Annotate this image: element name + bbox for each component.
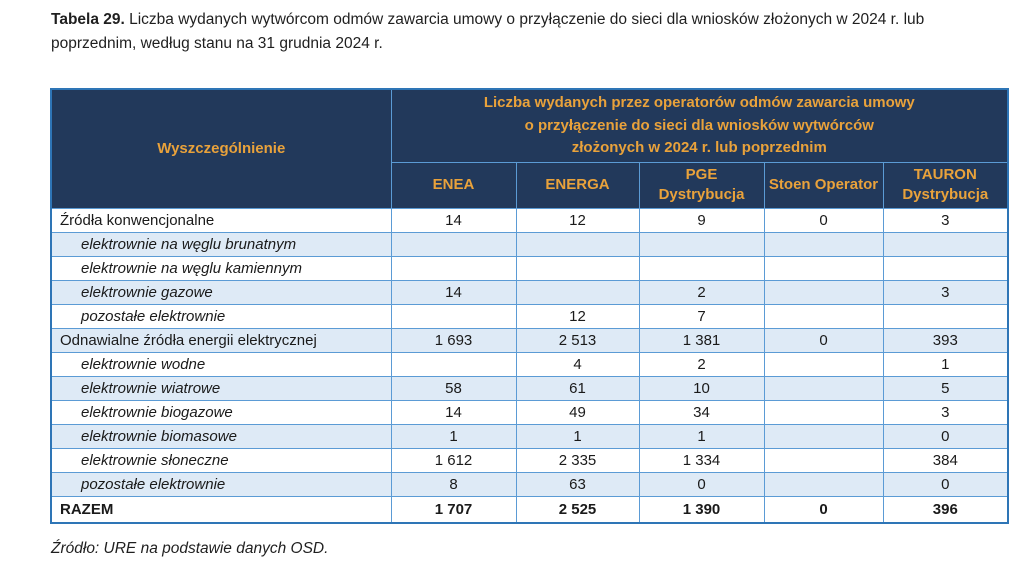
value-cell: 14 <box>391 400 516 424</box>
row-label: elektrownie na węglu brunatnym <box>51 232 391 256</box>
value-cell: 3 <box>883 280 1008 304</box>
value-cell: 14 <box>391 208 516 232</box>
table-caption-text: Liczba wydanych wytwórcom odmów zawarcia umowy o przyłączenie do sieci dla wniosków złożonych w 2024 r. lub poprzednim, według stanu na 31 grudnia 2024 r. <box>51 11 925 53</box>
value-cell <box>639 256 764 280</box>
source-note: Źródło: URE na podstawie danych OSD. <box>51 540 329 557</box>
column-header-energa: ENERGA <box>516 162 639 208</box>
value-cell: 49 <box>516 400 639 424</box>
value-cell: 7 <box>639 304 764 328</box>
value-cell <box>883 256 1008 280</box>
value-cell: 0 <box>764 496 883 523</box>
refusals-table <box>50 88 1009 524</box>
value-cell <box>764 280 883 304</box>
value-cell: 63 <box>516 472 639 496</box>
table-row <box>51 424 1008 448</box>
value-cell: 8 <box>391 472 516 496</box>
value-cell: 1 693 <box>391 328 516 352</box>
value-cell: 12 <box>516 304 639 328</box>
value-cell <box>391 256 516 280</box>
table-caption-number: Tabela 29. <box>51 11 125 28</box>
row-label: RAZEM <box>51 496 391 523</box>
table-body <box>51 208 1008 523</box>
table-row <box>51 232 1008 256</box>
value-cell <box>391 304 516 328</box>
value-cell <box>391 352 516 376</box>
table-caption <box>51 8 991 57</box>
value-cell <box>764 472 883 496</box>
row-label: Źródła konwencjonalne <box>51 208 391 232</box>
value-cell: 58 <box>391 376 516 400</box>
value-cell: 0 <box>764 208 883 232</box>
group-header <box>391 89 1008 162</box>
row-label: Odnawialne źródła energii elektrycznej <box>51 328 391 352</box>
table-row <box>51 256 1008 280</box>
value-cell: 1 <box>391 424 516 448</box>
value-cell: 0 <box>764 328 883 352</box>
value-cell: 0 <box>639 472 764 496</box>
value-cell: 2 <box>639 352 764 376</box>
table-row <box>51 208 1008 232</box>
group-header-line-3: złożonych w 2024 r. lub poprzednim <box>571 139 827 156</box>
value-cell <box>516 280 639 304</box>
row-label: elektrownie na węglu kamiennym <box>51 256 391 280</box>
value-cell <box>764 256 883 280</box>
value-cell: 396 <box>883 496 1008 523</box>
table-header <box>51 89 1008 208</box>
value-cell <box>639 232 764 256</box>
value-cell: 1 612 <box>391 448 516 472</box>
row-label: elektrownie biomasowe <box>51 424 391 448</box>
value-cell: 5 <box>883 376 1008 400</box>
row-label: pozostałe elektrownie <box>51 304 391 328</box>
row-label: elektrownie biogazowe <box>51 400 391 424</box>
table-row <box>51 352 1008 376</box>
table-row <box>51 304 1008 328</box>
value-cell: 10 <box>639 376 764 400</box>
column-header-stoen-operator: Stoen Operator <box>764 162 883 208</box>
value-cell: 393 <box>883 328 1008 352</box>
value-cell: 1 <box>516 424 639 448</box>
value-cell: 384 <box>883 448 1008 472</box>
value-cell: 0 <box>883 424 1008 448</box>
value-cell <box>764 376 883 400</box>
value-cell: 1 707 <box>391 496 516 523</box>
value-cell <box>764 352 883 376</box>
value-cell <box>764 304 883 328</box>
table-row <box>51 328 1008 352</box>
value-cell: 9 <box>639 208 764 232</box>
value-cell <box>764 232 883 256</box>
value-cell: 4 <box>516 352 639 376</box>
value-cell <box>883 232 1008 256</box>
row-label: elektrownie wodne <box>51 352 391 376</box>
value-cell <box>764 448 883 472</box>
value-cell <box>764 400 883 424</box>
row-label: elektrownie gazowe <box>51 280 391 304</box>
group-header-line-2: o przyłączenie do sieci dla wniosków wytwórców <box>524 116 874 134</box>
value-cell: 2 513 <box>516 328 639 352</box>
column-header-tauron-dystrybucja: TAURON Dystrybucja <box>883 162 1008 208</box>
value-cell: 1 <box>883 352 1008 376</box>
table-row <box>51 448 1008 472</box>
row-label: elektrownie słoneczne <box>51 448 391 472</box>
value-cell: 3 <box>883 400 1008 424</box>
value-cell: 12 <box>516 208 639 232</box>
value-cell: 2 335 <box>516 448 639 472</box>
row-label: pozostałe elektrownie <box>51 472 391 496</box>
value-cell: 34 <box>639 400 764 424</box>
value-cell: 3 <box>883 208 1008 232</box>
value-cell: 2 <box>639 280 764 304</box>
value-cell <box>764 424 883 448</box>
row-label: elektrownie wiatrowe <box>51 376 391 400</box>
value-cell <box>516 232 639 256</box>
value-cell: 1 <box>639 424 764 448</box>
value-cell: 2 525 <box>516 496 639 523</box>
value-cell: 1 390 <box>639 496 764 523</box>
column-header-enea: ENEA <box>391 162 516 208</box>
value-cell: 61 <box>516 376 639 400</box>
value-cell: 14 <box>391 280 516 304</box>
total-row <box>51 496 1008 523</box>
value-cell <box>391 232 516 256</box>
value-cell <box>883 304 1008 328</box>
table-row <box>51 400 1008 424</box>
table-row <box>51 376 1008 400</box>
table-row <box>51 472 1008 496</box>
group-header-row <box>51 89 1008 162</box>
value-cell: 1 381 <box>639 328 764 352</box>
column-header-wyszczegolnienie: Wyszczególnienie <box>51 89 391 208</box>
group-header-line-1: Liczba wydanych przez operatorów odmów zawarcia umowy <box>483 94 915 111</box>
value-cell <box>516 256 639 280</box>
table-row <box>51 280 1008 304</box>
value-cell: 1 334 <box>639 448 764 472</box>
column-header-pge-dystrybucja: PGE Dystrybucja <box>639 162 764 208</box>
value-cell: 0 <box>883 472 1008 496</box>
